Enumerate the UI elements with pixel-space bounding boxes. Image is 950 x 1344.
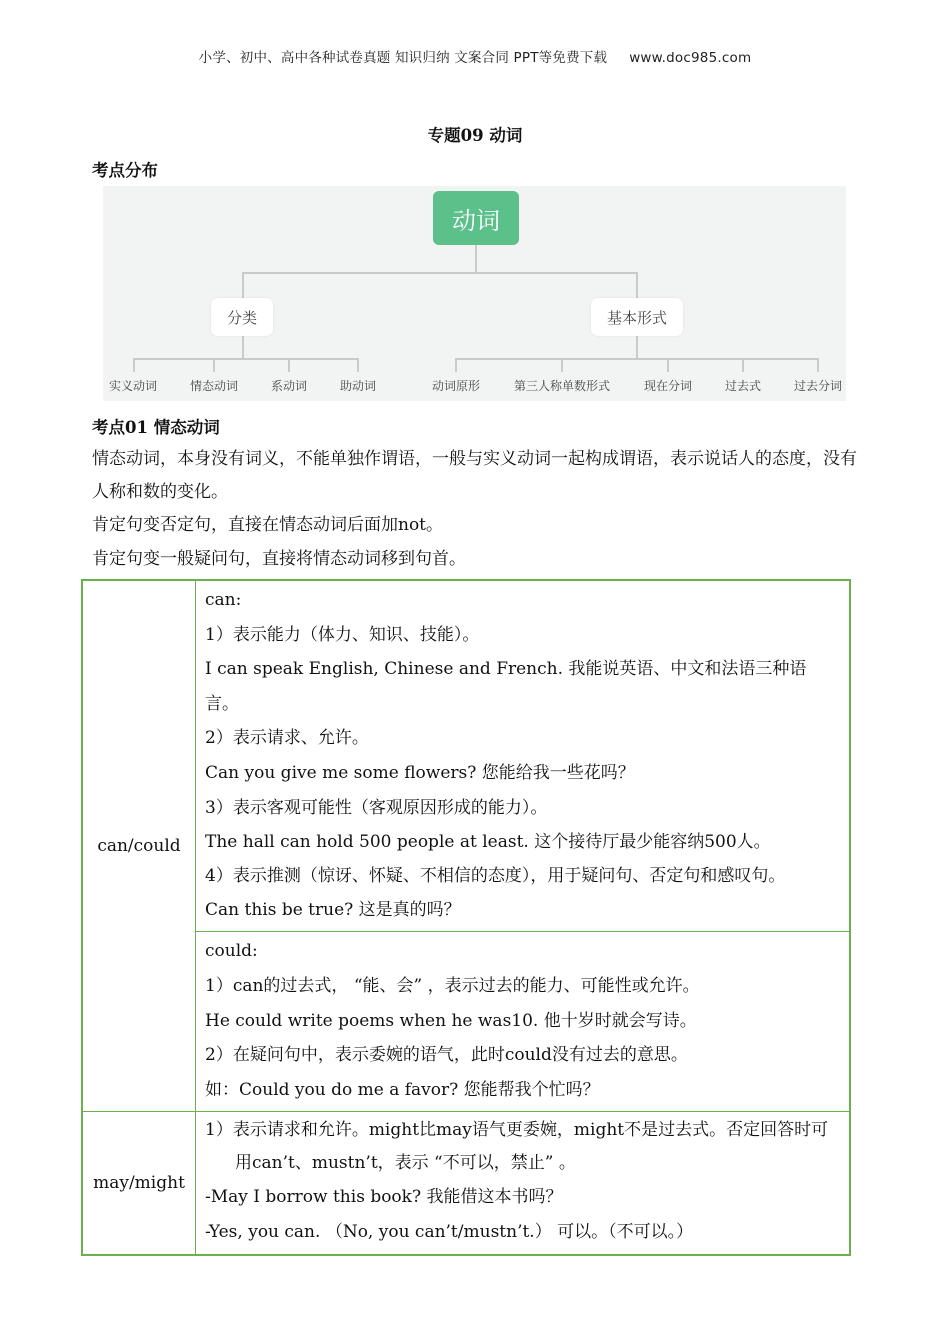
table-line: 3）表示客观可能性（客观原因形成的能力）。 — [205, 797, 548, 818]
mindmap-leaf: 过去分词 — [793, 379, 843, 393]
mindmap-leaf: 系动词 — [270, 379, 308, 393]
cell-may-might — [196, 1112, 851, 1255]
header-text: 小学、初中、高中各种试卷真题 知识归纳 文案合同 PPT等免费下载 — [198, 50, 608, 66]
mindmap-root-node: 动词 — [433, 191, 519, 245]
mindmap-diagram — [103, 186, 846, 401]
paragraph-negative-rule: 肯定句变否定句，直接在情态动词后面加not。 — [92, 515, 444, 535]
table-row — [82, 580, 850, 932]
table-line: 2）在疑问句中，表示委婉的语气，此时could没有过去的意思。 — [205, 1045, 688, 1066]
table-line: 1）can的过去式， “能、会” ，表示过去的能力、可能性或允许。 — [205, 975, 700, 996]
modal-verbs-table — [81, 579, 851, 1256]
mindmap-leaf: 过去式 — [724, 379, 762, 393]
section-heading-modal-verbs: 考点01 情态动词 — [92, 418, 220, 437]
table-line: Can this be true? 这是真的吗？ — [205, 899, 461, 920]
table-line: 4）表示推测（惊讶、怀疑、不相信的态度），用于疑问句、否定句和感叹句。 — [205, 865, 786, 886]
page-header — [0, 46, 950, 66]
paragraph-definition: 情态动词，本身没有词义，不能单独作谓语，一般与实义动词一起构成谓语，表示说话人的态度，没有人称和数的变化。 — [92, 449, 857, 502]
table-line: 如：Could you do me a favor? 您能帮我个忙吗？ — [205, 1079, 600, 1100]
paragraph-question-rule: 肯定句变一般疑问句，直接将情态动词移到句首。 — [92, 549, 466, 569]
mindmap-leaf: 助动词 — [339, 379, 377, 393]
row-label-can-could: can/could — [82, 580, 196, 1112]
mindmap-node-classification: 分类 — [211, 298, 273, 336]
mindmap-leaf: 动词原形 — [431, 379, 481, 393]
table-line: Can you give me some flowers? 您能给我一些花吗？ — [205, 762, 635, 783]
cell-can — [196, 580, 851, 932]
row-label-may-might: may/might — [82, 1112, 196, 1255]
table-line: He could write poems when he was10. 他十岁时就会写诗。 — [205, 1010, 697, 1031]
table-line: I can speak English, Chinese and French. 我能说英语、中文和法语三种语言。 — [205, 659, 807, 714]
table-line: -May I borrow this book? 我能借这本书吗？ — [205, 1187, 563, 1208]
table-row — [82, 932, 850, 1112]
table-line: -Yes, you can. （No, you can’t/mustn’t.） 可以。（不可以。） — [205, 1221, 694, 1242]
mindmap-leaf: 情态动词 — [189, 379, 239, 393]
mindmap-leaf: 实义动词 — [108, 379, 158, 393]
mindmap-leaf: 第三人称单数形式 — [513, 379, 611, 393]
section-heading-distribution: 考点分布 — [92, 161, 158, 180]
page-title: 专题09 动词 — [427, 126, 523, 145]
cell-could — [196, 932, 851, 1112]
table-line: 1）表示能力（体力、知识、技能）。 — [205, 624, 480, 645]
mindmap-leaf: 现在分词 — [643, 379, 693, 393]
table-row — [82, 1112, 850, 1255]
table-line: 1）表示请求和允许。might比may语气更委婉，might不是过去式。否定回答时可用can’t、mustn’t，表示 “不可以，禁止” 。 — [205, 1120, 829, 1174]
table-line: 2）表示请求、允许。 — [205, 728, 369, 749]
mindmap-node-basic-forms: 基本形式 — [591, 298, 683, 336]
table-line: The hall can hold 500 people at least. 这个接待厅最少能容纳500人。 — [205, 832, 771, 853]
table-line: can: — [205, 590, 242, 610]
table-line: could: — [205, 941, 258, 962]
header-url[interactable]: www.doc985.com — [629, 50, 752, 66]
